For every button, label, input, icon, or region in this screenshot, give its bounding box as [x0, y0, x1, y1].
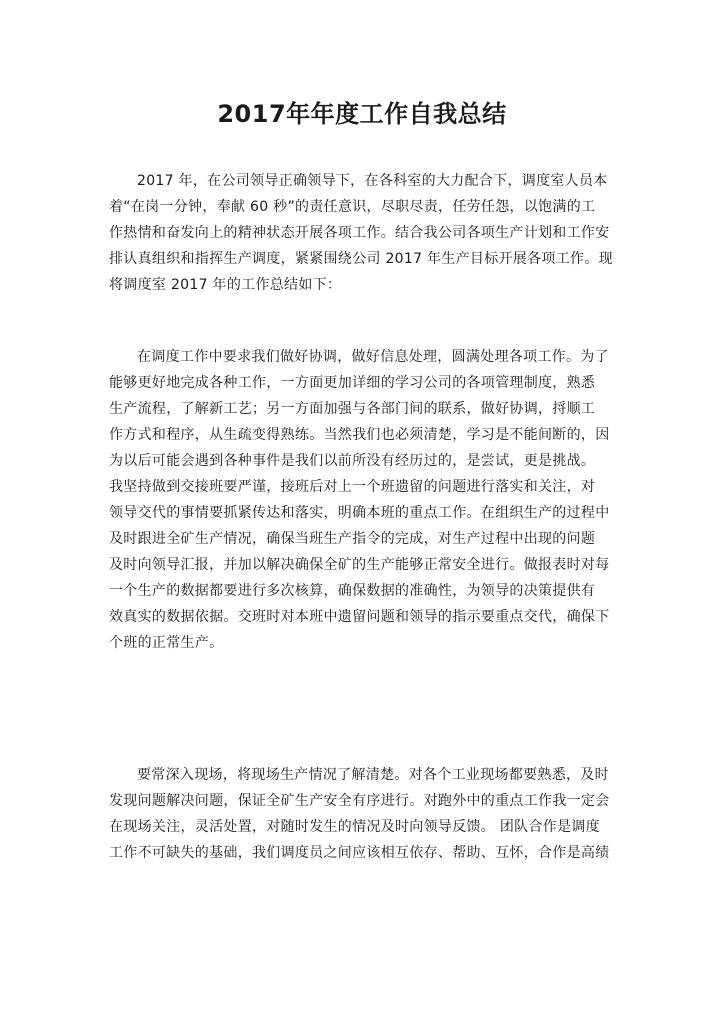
paragraph-field-work: [109, 762, 615, 866]
paragraph-line: 2017 年，在公司领导正确领导下，在各科室的大力配合下，调度室人员本: [137, 173, 608, 189]
paragraph-line: 一个生产的数据都要进行多次核算，确保数据的准确性，为领导的决策提供有: [109, 583, 596, 599]
paragraph-line: 效真实的数据依据。交班时对本班中遗留问题和领导的指示要重点交代，确保下: [109, 609, 610, 625]
paragraph-line: 在现场关注，灵活处置，对随时发生的情况及时向领导反馈。 团队合作是调度: [109, 819, 600, 835]
paragraph-line: 将调度室 2017 年的工作总结如下：: [109, 277, 342, 293]
document-title: 2017年年度工作自我总结: [217, 100, 507, 128]
paragraph-line: 及时跟进全矿生产情况，确保当班生产指令的完成，对生产过程中出现的问题: [109, 531, 596, 547]
paragraph-line: 及时向领导汇报，并加以解决确保全矿的生产能够正常安全进行。做报表时对每: [109, 557, 610, 573]
paragraph-line: 着“在岗一分钟，奉献 60 秒”的责任意识，尽职尽责，任劳任怨，以饱满的工: [109, 199, 596, 215]
paragraph-line: 我坚持做到交接班要严谨，接班后对上一个班遗留的问题进行落实和关注，对: [109, 479, 596, 495]
paragraph-line: 排认真组织和指挥生产调度，紧紧围绕公司 2017 年生产目标开展各项工作。现: [109, 251, 613, 267]
paragraph-line: 工作不可缺失的基础，我们调度员之间应该相互依存、帮助、互怀，合作是高绩: [109, 845, 610, 861]
paragraph-coordination: [109, 344, 615, 656]
paragraph-line: 为以后可能会遇到各种事件是我们以前所没有经历过的，是尝试，更是挑战。: [109, 453, 596, 469]
paragraph-line: 作热情和奋发向上的精神状态开展各项工作。结合我公司各项生产计划和工作安: [109, 225, 610, 241]
paragraph-line: 作方式和程序，从生疏变得熟练。当然我们也必须清楚，学习是不能间断的，因: [109, 427, 610, 443]
paragraph-line: 领导交代的事情要抓紧传达和落实，明确本班的重点工作。在组织生产的过程中: [109, 505, 610, 521]
paragraph-line: 生产流程，了解新工艺；另一方面加强与各部门间的联系，做好协调，捋顺工: [109, 401, 596, 417]
paragraph-line: 要常深入现场，将现场生产情况了解清楚。对各个工业现场都要熟悉，及时: [137, 767, 609, 783]
paragraph-line: 能够更好地完成各种工作，一方面更加详细的学习公司的各项管理制度，熟悉: [109, 375, 596, 391]
paragraph-intro: [109, 168, 615, 298]
paragraph-line: 在调度工作中要求我们做好协调，做好信息处理，圆满处理各项工作。为了: [137, 349, 609, 365]
paragraph-line: 个班的正常生产。: [109, 635, 224, 651]
paragraph-line: 发现问题解决问题，保证全矿生产安全有序进行。对跑外中的重点工作我一定会: [109, 793, 610, 809]
